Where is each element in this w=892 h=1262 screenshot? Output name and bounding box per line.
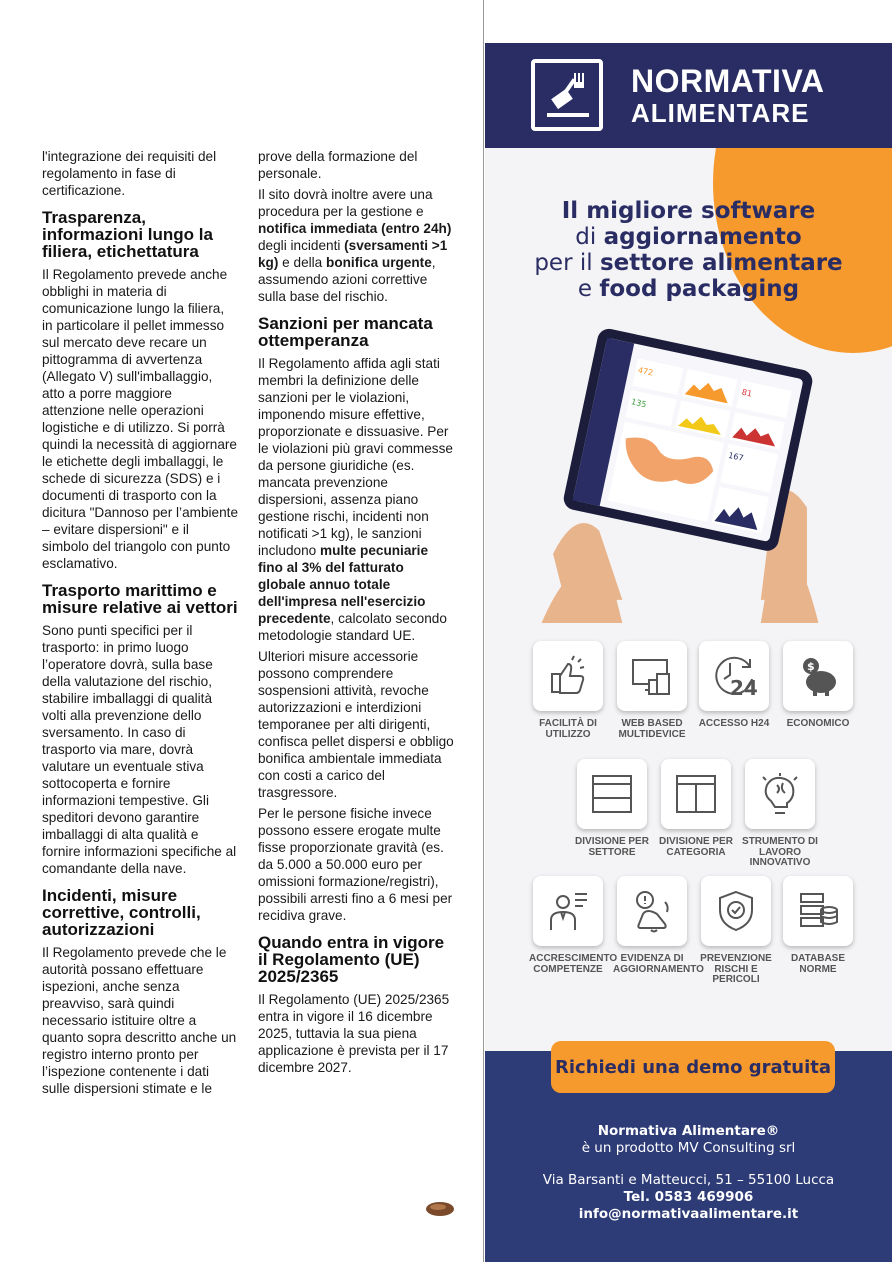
feature-economic: $ ECONOMICO: [779, 641, 857, 730]
section-heading: Sanzioni per mancata ottemperanza: [258, 314, 433, 350]
database-icon: [783, 876, 853, 946]
brand-line: Normativa Alimentare®: [597, 1123, 780, 1139]
brain-bulb-icon: [745, 759, 815, 829]
article-column-right: [258, 148, 454, 1080]
feature-ease-of-use: FACILITÀ DI UTILIZZO: [529, 641, 607, 740]
ad-footer: [485, 1051, 892, 1262]
shield-check-icon: [701, 876, 771, 946]
tablet-dashboard-image: [530, 323, 830, 623]
feature-access-24h: 24 ACCESSO H24: [695, 641, 773, 730]
feature-skills-growth: ACCRESCIMENTO COMPETENZE: [529, 876, 607, 975]
piggy-bank-icon: [783, 641, 853, 711]
window-rows-icon: [577, 759, 647, 829]
product-line: è un prodotto MV Consulting srl: [581, 1140, 796, 1156]
svg-text:24: 24: [730, 676, 758, 699]
ad-header: [485, 43, 892, 148]
svg-text:81: 81: [740, 387, 753, 399]
section-heading: Trasparenza, informazioni lungo la filiera, etichettatura: [42, 208, 213, 261]
paragraph: prove della formazione del personale.: [258, 149, 418, 181]
feature-risk-prevention: PREVENZIONE RISCHI E PERICOLI: [697, 876, 775, 986]
paragraph: Il Regolamento prevede che le autorità possano effettuare ispezioni, anche senza preavviso, sarà quindi necessario istituire oltre a quanto sopra descritto anche un registro interno pronto per l’ispezione contenente i dati sulle dispersioni stimate e le: [42, 945, 237, 1096]
paragraph: Il Regolamento (UE) 2025/2365 entra in vigore il 16 dicembre 2025, tuttavia la sua piena applicazione è prevista per il 17 dicembre 2027.: [258, 992, 450, 1075]
feature-database: DATABASE NORME: [779, 876, 857, 975]
thumbs-up-icon: [533, 641, 603, 711]
phone: Tel. 0583 469906: [623, 1189, 754, 1205]
devices-icon: [617, 641, 687, 711]
address: Via Barsanti e Matteucci, 51 – 55100 Lucca: [542, 1172, 835, 1188]
paragraph: Il sito dovrà inoltre avere una procedura per la gestione e notifica immediata (entro 24h) degli incidenti (sversamenti >1 kg) e della bonifica urgente, assumendo azioni correttive sulla base del rischio.: [258, 187, 452, 304]
ad-headline: Il migliore software di aggiornamento per il settore alimentare e food packaging: [534, 198, 843, 302]
article-column-left: [42, 148, 238, 1101]
bell-alert-icon: [617, 876, 687, 946]
paragraph: Per le persone fisiche invece possono essere erogate multe fisse proporzionate gravità (es. da 5.000 a 50.000 euro per omissioni formazione/registri), possibili arresti fino a 6 mesi per recidiva grave.: [258, 806, 453, 923]
logo-subtitle: ALIMENTARE: [631, 98, 810, 128]
email-link[interactable]: info@normativaalimentare.it: [578, 1206, 799, 1222]
feature-web-based: WEB BASED MULTIDEVICE: [613, 641, 691, 740]
svg-text:472: 472: [637, 365, 654, 378]
paragraph: Il Regolamento prevede anche obblighi in materia di comunicazione lungo la filiera, in particolare il pellet immesso sul mercato deve recare un pittogramma di avvertenza (Allegato V) sull'imballaggio, atto a porre maggiore attenzione nelle operazioni logistiche e di utilizzo. Si porrà quindi la necessità di aggiornare le etichette degli imballaggi, le schede di sicurezza (SDS) e i documenti di trasporto con la dicitura "Dannoso per l’ambiente – evitare dispersioni" e il simbolo del triangolo con punto esclamativo.: [42, 267, 239, 571]
paragraph: l'integrazione dei requisiti del regolamento in fase di certificazione.: [42, 149, 217, 198]
svg-text:135: 135: [630, 397, 648, 410]
request-demo-button[interactable]: Richiedi una demo gratuita: [551, 1041, 835, 1093]
advertisement-panel: [485, 43, 892, 1262]
logo-title: NORMATIVA: [631, 63, 825, 99]
clock-24-icon: [699, 641, 769, 711]
section-heading: Trasporto marittimo e misure relative ai vettori: [42, 581, 238, 617]
column-divider: [483, 0, 484, 1262]
svg-text:167: 167: [727, 450, 745, 463]
feature-division-by-sector: DIVISIONE PER SETTORE: [573, 759, 651, 858]
window-columns-icon: [661, 759, 731, 829]
gavel-logo-icon: [531, 59, 603, 131]
paragraph: Il Regolamento affida agli stati membri la definizione delle sanzioni per le violazioni, imponendo misure effettive, proporzionate e dissuasive. Per le violazioni più gravi commesse da persone giuridiche (es. mancata prevenzione dispersioni, assenza piano gestione rischi, incidenti non notificati >1 kg), le sanzioni includono multe pecuniarie fino al 3% del fatturato globale annuo totale dell'impresa nell'esercizio precedente, calcolato secondo metodologie standard UE.: [258, 356, 453, 643]
section-heading: Quando entra in vigore il Regolamento (UE) 2025/2365: [258, 933, 445, 986]
feature-update-evidence: EVIDENZA DI AGGIORNAMENTO: [613, 876, 691, 975]
section-heading: Incidenti, misure correttive, controlli, autorizzazioni: [42, 886, 201, 939]
person-presentation-icon: [533, 876, 603, 946]
svg-text:$: $: [807, 660, 815, 673]
paragraph: Ulteriori misure accessorie possono comprendere sospensioni attività, revoche autorizzazioni e interdizioni temporanee per alti dirigenti, confisca pellet dispersi e obbligo bonifica ambientale immediata con costi a carico del trasgressore.: [258, 649, 454, 800]
feature-innovative-tool: STRUMENTO DI LAVORO INNOVATIVO: [741, 759, 819, 869]
paragraph: Sono punti specifici per il trasporto: in primo luogo l’operatore dovrà, sulla base della valutazione del rischio, stabilire imballaggi di qualità volti alla prevenzione dello sversamento. In caso di trasporto via mare, dovrà valutare un eventuale stiva sottocoperta e fornire informazioni tempestive. Gli speditori devono garantire imballaggi di alta qualità e fornire informazioni specifiche al comandante della nave.: [42, 623, 237, 876]
feature-division-by-category: DIVISIONE PER CATEGORIA: [657, 759, 735, 858]
pellet-image: [424, 1198, 456, 1220]
